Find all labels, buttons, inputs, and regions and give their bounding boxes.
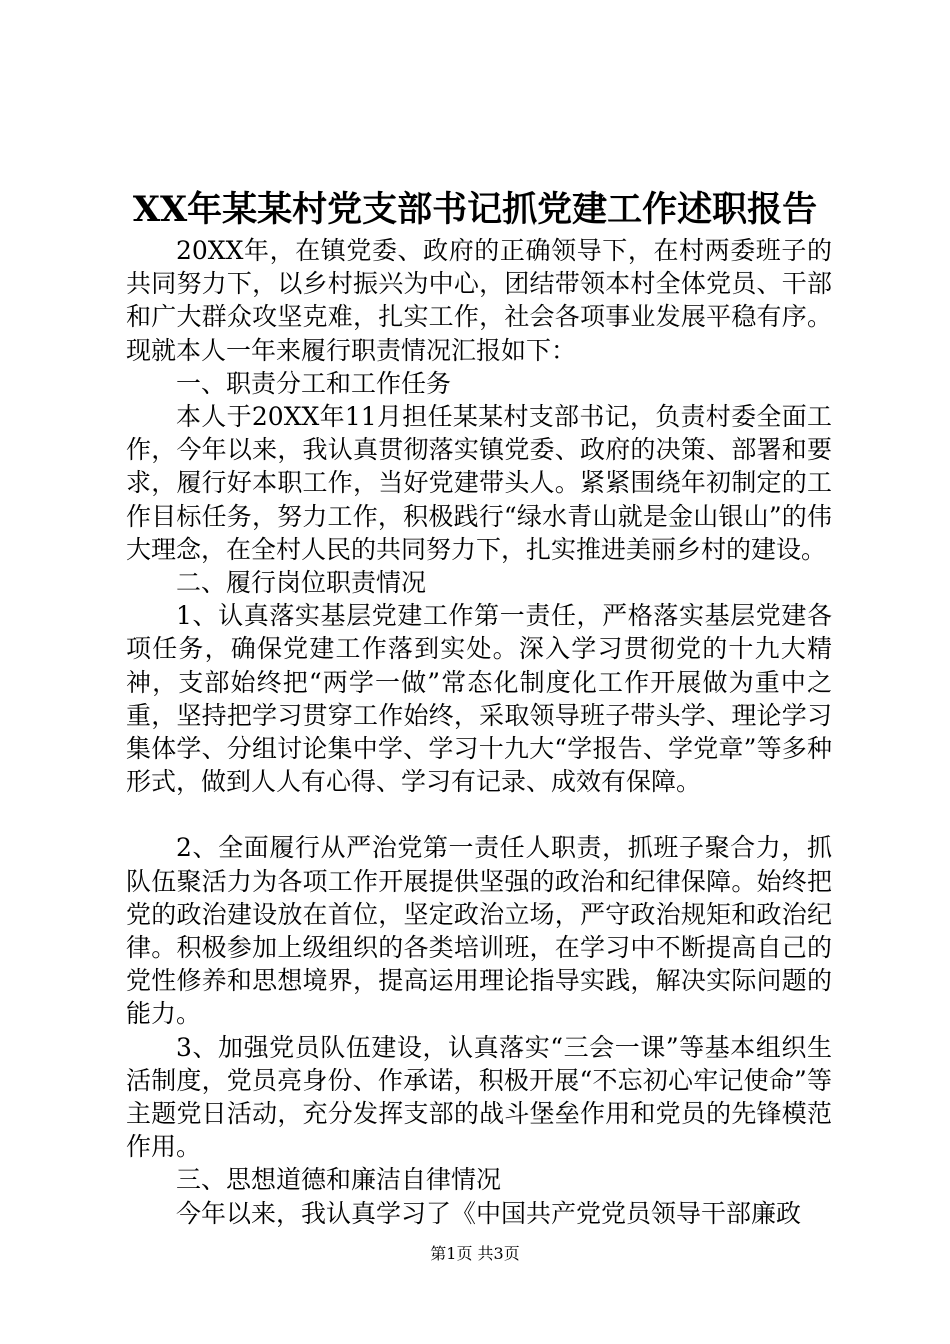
document-body <box>126 234 832 1230</box>
section-heading-3: 三、思想道德和廉洁自律情况 <box>176 1165 502 1195</box>
page-number-footer: 第1页 共3页 <box>430 1244 520 1263</box>
section-heading-1: 一、职责分工和工作任务 <box>176 368 452 398</box>
section-heading-2: 二、履行岗位职责情况 <box>176 568 427 598</box>
document-title: XX年某某村党支部书记抓党建工作述职报告 <box>132 189 818 230</box>
paragraph-intro: 20XX年，在镇党委、政府的正确领导下，在村两委班子的共同努力下，以乡村振兴为中心，团结带领本村全体党员、干部和广大群众攻坚克难，扎实工作，社会各项事业发展平稳有序。现就本人一年来履行职责情况汇报如下： <box>126 236 832 365</box>
paragraph-integrity: 今年以来，我认真学习了《中国共产党党员领导干部廉政 <box>176 1198 802 1228</box>
paragraph-item-1: 1、认真落实基层党建工作第一责任，严格落实基层党建各项任务，确保党建工作落到实处。深入学习贯彻党的十九大精神，支部始终把“两学一做”常态化制度化工作开展做为重中之重，坚持把学习贯穿工作始终，采取领导班子带头学、理论学习集体学、分组讨论集中学、学习十九大“学报告、学党章”等多种形式，做到人人有心得、学习有记录、成效有保障。 <box>126 601 832 797</box>
paragraph-duties: 本人于20XX年11月担任某某村支部书记，负责村委全面工作，今年以来，我认真贯彻落实镇党委、政府的决策、部署和要求，履行好本职工作，当好党建带头人。紧紧围绕年初制定的工作目标任务，努力工作，积极践行“绿水青山就是金山银山”的伟大理念，在全村人民的共同努力下，扎实推进美丽乡村的建设。 <box>126 402 832 564</box>
paragraph-item-2: 2、全面履行从严治党第一责任人职责，抓班子聚合力，抓队伍聚活力为各项工作开展提供坚强的政治和纪律保障。始终把党的政治建设放在首位，坚定政治立场，严守政治规矩和政治纪律。积极参加上级组织的各类培训班，在学习中不断提高自己的党性修养和思想境界，提高运用理论指导实践，解决实际问题的能力。 <box>126 833 832 1029</box>
paragraph-item-3: 3、加强党员队伍建设，认真落实“三会一课”等基本组织生活制度，党员亮身份、作承诺，积极开展“不忘初心牢记使命”等主题党日活动，充分发挥支部的战斗堡垒作用和党员的先锋模范作用。 <box>126 1032 832 1162</box>
